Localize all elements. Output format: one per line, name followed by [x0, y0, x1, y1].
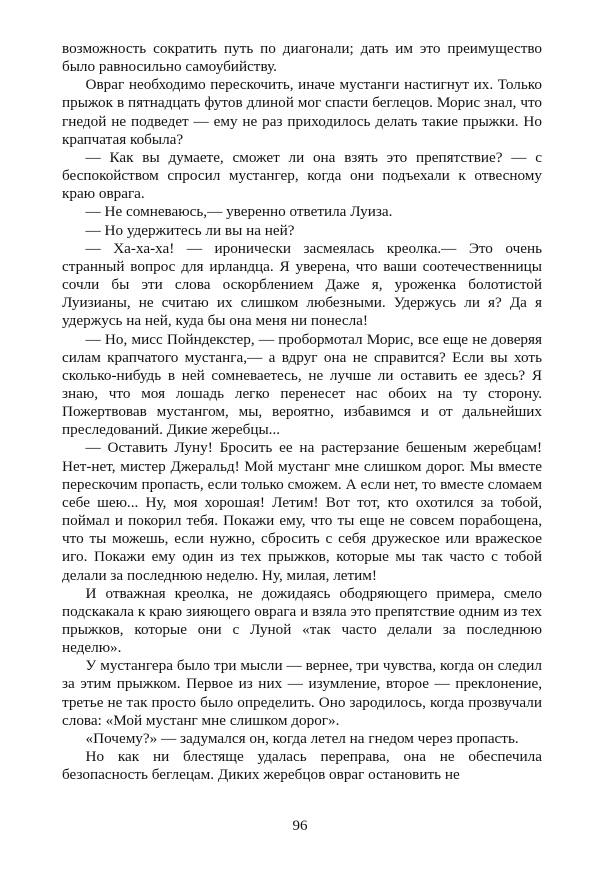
paragraph-10: У мустангера было три мысли — вернее, три чувства, когда он следил за этим прыжком. Первое из них — изумление, второе — преклонение, третье не так просто было определить. Оно зародилось, когда прозвучали слова: «Мой мустанг мне слишком дорог». [62, 657, 542, 729]
page-body [62, 40, 542, 784]
page-number: 96 [292, 818, 308, 834]
paragraph-5: — Но удержитесь ли вы на ней? [85, 221, 295, 239]
paragraph-3: — Как вы думаете, сможет ли она взять это препятствие? — с беспокойством спросил мустангер, когда они подъехали к отвесному краю оврага. [62, 148, 542, 203]
paragraph-7: — Но, мисс Пойндекстер, — пробормотал Морис, все еще не доверяя силам крапчатого мустанга,— а вдруг она не справится? Если вы хоть сколько-нибудь в ней сомневаетесь, не лучше ли оставить ее здесь? Я знаю, что моя лошадь легко перенесет нас обоих на ту сторону. Пожертвовав мустангом, мы, вероятно, избавимся и от дальнейших преследований. Дикие жеребцы... [62, 330, 542, 439]
paragraph-6: — Ха-ха-ха! — иронически засмеялась креолка.— Это очень странный вопрос для ирландца. Я уверена, что ваши соотечественницы сочли бы эти слова оскорблением Даже я, уроженка болотистой Луизианы, не считаю их слишком любезными. Удержусь ли я? Да я удержусь на ней, куда бы она меня ни понесла! [62, 239, 542, 330]
paragraph-8: — Оставить Луну! Бросить ее на растерзание бешеным жеребцам! Нет-нет, мистер Джеральд! Мой мустанг мне слишком дорог. Мы вместе перескочим пропасть, если только сможем. А если нет, то вместе сломаем себе шею... Ну, моя хорошая! Летим! Вот тот, кто охотился за тобой, поймал и покорил тебя. Покажи ему, что ты еще не совсем порабощена, что ты можешь, если нужно, сбросить с себя дружеское или вражеское иго. Покажи ему один из тех прыжков, которые мы так часто с тобой делали за последнюю неделю. Ну, милая, летим! [62, 439, 542, 584]
paragraph-4: — Не сомневаюсь,— уверенно ответила Луиза. [85, 203, 393, 221]
paragraph-2: Овраг необходимо перескочить, иначе мустанги настигнут их. Только прыжок в пятнадцать футов длиной мог спасти беглецов. Морис знал, что гнедой не подведет — ему не раз приходилось делать такие прыжки. Но крапчатая кобыла? [62, 76, 542, 148]
paragraph-12: Но как ни блестяще удалась переправа, она не обеспечила безопасность беглецам. Диких жеребцов овраг остановить не [62, 748, 542, 784]
paragraph-11: «Почему?» — задумался он, когда летел на гнедом через пропасть. [85, 729, 519, 747]
paragraph-9: И отважная креолка, не дожидаясь ободряющего примера, смело подскакала к краю зияющего оврага и взяла это препятствие одним из тех прыжков, которые они с Луной «так часто делали за последнюю неделю». [62, 584, 542, 657]
paragraph-1: возможность сократить путь по диагонали; дать им это преимущество было равносильно самоубийству. [62, 40, 542, 76]
